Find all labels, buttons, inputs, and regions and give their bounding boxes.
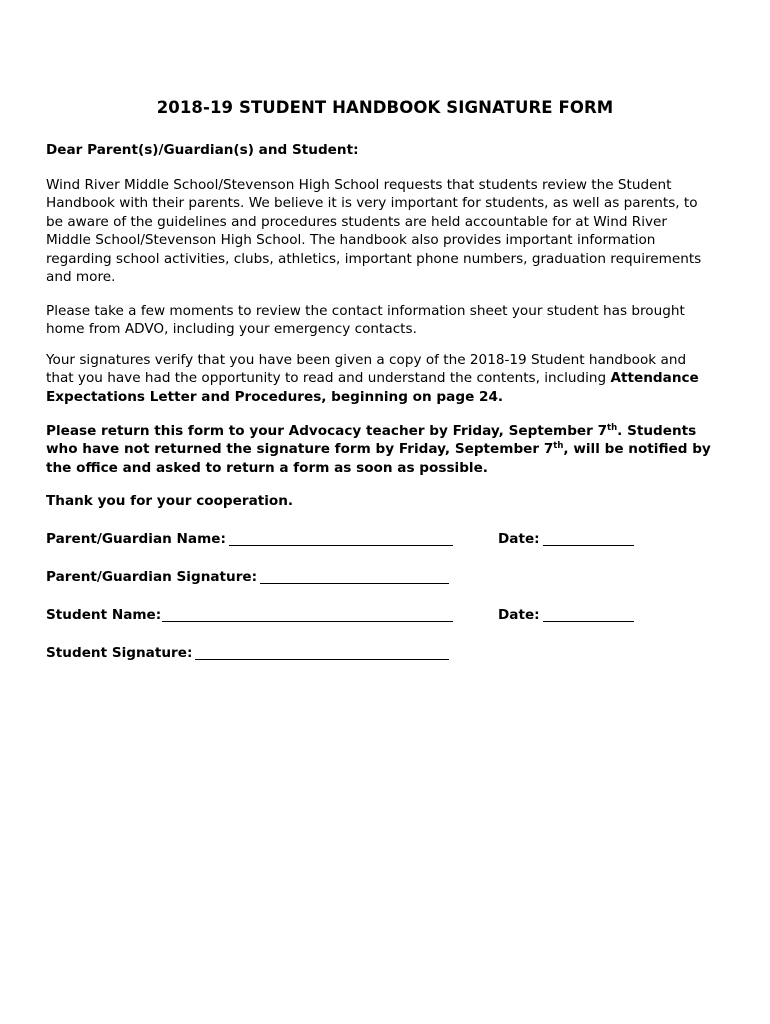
- intro-line: and more.: [46, 269, 116, 286]
- parent-signature-label: Parent/Guardian Signature:: [46, 569, 258, 585]
- intro-line: Middle School/Stevenson High School. The handbook also provides important information: [46, 232, 656, 249]
- deadline-text: Please return this form to your Advocacy teacher by Friday, September 7: [46, 423, 608, 439]
- form-title: 2018-19 STUDENT HANDBOOK SIGNATURE FORM: [156, 98, 614, 117]
- intro-line: Wind River Middle School/Stevenson High School requests that students review the Student: [46, 177, 672, 193]
- verification-line: [46, 369, 726, 387]
- contact-info-paragraph: [46, 302, 726, 339]
- parent-date-label: Date:: [498, 531, 540, 547]
- parent-signature-row: [46, 569, 726, 589]
- contact-line: Please take a few moments to review the contact information sheet your student has brought: [46, 303, 685, 319]
- attendance-emphasis-line: Expectations Letter and Procedures, beginning on page 24.: [46, 388, 504, 405]
- student-date-label: Date:: [498, 607, 540, 623]
- verification-line: Your signatures verify that you have been given a copy of the 2018-19 Student handbook and: [46, 352, 687, 368]
- intro-line: regarding school activities, clubs, athletics, important phone numbers, graduation requirements: [46, 250, 702, 267]
- parent-signature-field[interactable]: [260, 583, 449, 584]
- thank-you-note: Thank you for your cooperation.: [46, 493, 294, 509]
- parent-name-label: Parent/Guardian Name:: [46, 531, 226, 547]
- student-date-field[interactable]: [543, 621, 634, 622]
- ordinal-suffix: th: [553, 441, 564, 452]
- deadline-line: [46, 440, 726, 458]
- student-name-field[interactable]: [162, 621, 453, 622]
- intro-line: be aware of the guidelines and procedures students are held accountable for at Wind River: [46, 213, 667, 230]
- deadline-text: who have not returned the signature form by Friday, September 7: [46, 441, 554, 458]
- verification-text: that you have had the opportunity to read and understand the contents, including: [46, 370, 611, 387]
- parent-name-field[interactable]: [229, 545, 453, 546]
- student-name-label: Student Name:: [46, 607, 162, 623]
- student-name-row: [46, 607, 726, 627]
- student-signature-label: Student Signature:: [46, 645, 193, 661]
- contact-line: home from ADVO, including your emergency contacts.: [46, 321, 417, 338]
- salutation: Dear Parent(s)/Guardian(s) and Student:: [46, 142, 359, 158]
- deadline-line: [46, 422, 726, 440]
- attendance-emphasis: Attendance: [610, 370, 699, 387]
- parent-date-field[interactable]: [543, 545, 634, 546]
- deadline-line: the office and asked to return a form as soon as possible.: [46, 459, 488, 476]
- return-deadline-paragraph: [46, 422, 726, 477]
- signature-verification-paragraph: [46, 351, 726, 406]
- deadline-text: , will be notified by: [563, 441, 711, 458]
- intro-paragraph: [46, 176, 726, 286]
- student-signature-row: [46, 645, 726, 665]
- intro-line: Handbook with their parents. We believe it is very important for students, as well as parents, to: [46, 195, 698, 212]
- deadline-text: . Students: [617, 423, 697, 439]
- ordinal-suffix: th: [607, 423, 618, 433]
- student-signature-field[interactable]: [195, 659, 449, 660]
- parent-name-row: [46, 531, 726, 551]
